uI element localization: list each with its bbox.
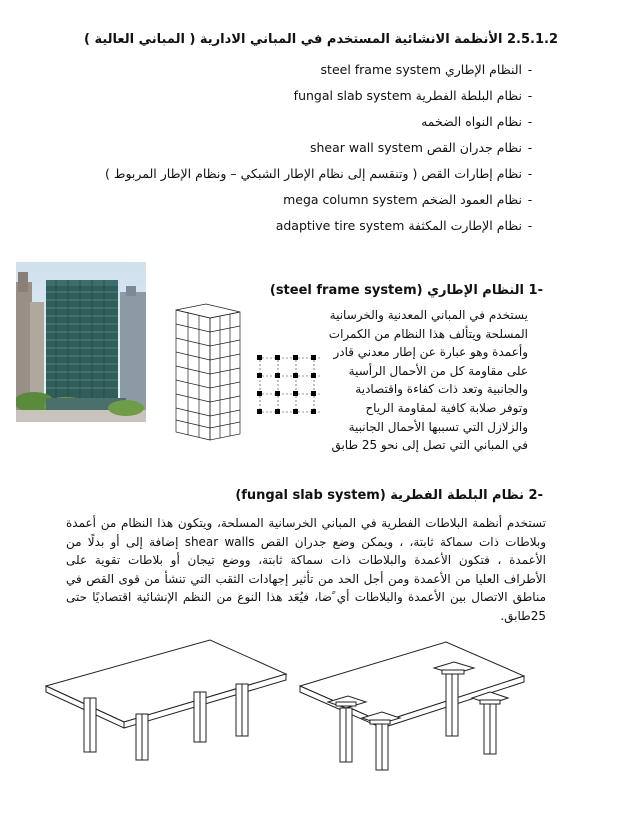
paragraph-line: وأعمدة وهو عبارة عن إطار معدني قادر [333, 345, 528, 360]
paragraph-line: مناطق الاتصال بين الأعمدة والبلاطات أي ًضا، فيُعَد هذا النوع من النظم الإنشائية اقتصاديًا حتى [66, 590, 546, 604]
fungal-slab-heading: -2 نظام البلطة الفطرية (fungal slab system) [235, 488, 543, 503]
list-item: -نظام إطارات القص ( وتنقسم إلى نظام الإطار الشبكي – ونظام الإطار المربوط ) [105, 166, 533, 181]
paragraph-line: وبلاطات ذات سماكة ثابتة، ، ويمكن وضع جدران القص shear walls إضافة إلى أو بدلًا من [66, 534, 546, 549]
paragraph-line: الأطراف العليا من الأعمدة ومن أجل الحد من تأثير إجهادات الثقب التي تنشأ من قوى القص في [66, 571, 546, 586]
paragraph-line: في المباني التي تصل إلى نحو 25 طابق [331, 438, 528, 453]
paragraph-line: تستخدم أنظمة البلاطات الفطرية في المباني الخرسانية المسلحة، ويتكون هذا النظام من أعمدة [66, 516, 546, 530]
section-number: 2.5.1.2 [507, 32, 558, 47]
drop-panel-slab-diagram [296, 636, 531, 780]
paragraph-line: 25طابق. [500, 608, 546, 623]
paragraph-line: الأعمدة ، فتكون الأعمدة والبلاطات ذات سماكة ثابتة، ووضع تيجان أو بلاطات تقوية على [66, 553, 546, 567]
section-title: الأنظمة الانشائية المستخدم في المباني الادارية ( المباني العالية ) [84, 32, 503, 47]
steel-frame-paragraph [308, 306, 528, 455]
paragraph-line: يستخدم في المباني المعدنية والخرسانية [329, 308, 528, 322]
list-item: -النظام الإطاري steel frame system [320, 62, 533, 77]
list-item: -نظام النواه الضخمه [421, 114, 533, 129]
paragraph-line: والجانبية وتعد ذات كفاءة واقتصادية [355, 382, 528, 397]
office-building-photo [16, 262, 146, 422]
fungal-slab-paragraph [66, 514, 546, 625]
list-item: -نظام الإطارت المكثفة adaptive tire system [275, 218, 533, 233]
paragraph-line: على مقاومة كل من الأحمال الرأسية [348, 363, 528, 378]
paragraph-line: المسلحة ويتألف هذا النظام من الكمرات [328, 326, 528, 341]
section-heading [84, 32, 558, 47]
steel-frame-heading: -1 النظام الإطاري (steel frame system) [269, 283, 543, 298]
list-item: -نظام جدران القص shear wall system [310, 140, 533, 155]
paragraph-line: وتوفر صلابة كافية لمقاومة الرياح [365, 400, 528, 415]
list-item: -نظام العمود الضخم mega column system [283, 192, 533, 207]
flat-slab-diagram [40, 636, 290, 770]
list-item: -نظام البلطة الفطرية fungal slab system [293, 88, 533, 103]
paragraph-line: والزلازل التي تسببها الأحمال الجانبية [348, 419, 528, 434]
